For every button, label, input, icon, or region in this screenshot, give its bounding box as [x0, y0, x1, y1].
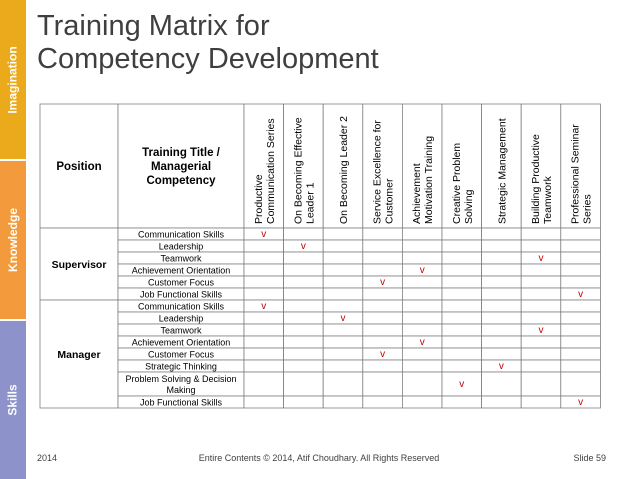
- column-header-label: Strategic Management: [496, 118, 509, 224]
- header-training-title-line: Managerial: [150, 161, 212, 173]
- competency-label: Strategic Thinking: [145, 361, 217, 372]
- check-mark: v: [538, 325, 544, 336]
- check-mark: v: [261, 301, 267, 312]
- matrix-cell: [323, 288, 363, 300]
- competency-label: Customer Focus: [147, 349, 215, 360]
- check-mark: v: [498, 361, 504, 372]
- matrix-cell: [442, 228, 482, 240]
- matrix-cell: [561, 348, 601, 360]
- matrix-cell: [363, 252, 403, 264]
- column-header-label: Building Productive: [530, 134, 542, 224]
- matrix-cell: [363, 264, 403, 276]
- competency-label: Job Functional Skills: [139, 289, 223, 300]
- matrix-cell: [244, 276, 284, 288]
- column-header-label: On Becoming Leader 2: [338, 116, 350, 224]
- position-label: Supervisor: [51, 259, 107, 271]
- matrix-cell: [402, 240, 442, 252]
- matrix-cell: [284, 396, 324, 408]
- matrix-cell: [521, 228, 561, 240]
- matrix-cell: [521, 288, 561, 300]
- check-mark: v: [380, 349, 386, 360]
- competency-label: Making: [166, 385, 196, 395]
- matrix-cell: [363, 324, 403, 336]
- matrix-cell: [402, 324, 442, 336]
- matrix-cell: [521, 240, 561, 252]
- footer-year: 2014: [37, 453, 58, 463]
- competency-label: Achievement Orientation: [131, 337, 231, 348]
- matrix-cell: [482, 300, 522, 312]
- matrix-cell: [561, 300, 601, 312]
- matrix-cell: [363, 396, 403, 408]
- column-header-label: On Becoming Effective: [292, 117, 305, 224]
- matrix-cell: [402, 300, 442, 312]
- matrix-cell: [482, 348, 522, 360]
- matrix-cell: [482, 228, 522, 240]
- matrix-cell: [323, 240, 363, 252]
- matrix-cell: [442, 396, 482, 408]
- competency-label: Job Functional Skills: [139, 397, 223, 408]
- matrix-cell: [244, 324, 284, 336]
- matrix-cell: [244, 240, 284, 252]
- matrix-cell: [442, 324, 482, 336]
- matrix-cell: [561, 336, 601, 348]
- matrix-cell: [284, 264, 324, 276]
- matrix-cell: [402, 312, 442, 324]
- matrix-cell: [402, 396, 442, 408]
- check-mark: v: [538, 253, 544, 264]
- matrix-cell: [284, 276, 324, 288]
- column-header-label: Teamwork: [542, 176, 554, 224]
- slide-title-line-1: Training Matrix for: [37, 10, 270, 42]
- matrix-cell: [482, 336, 522, 348]
- matrix-cell: [521, 348, 561, 360]
- matrix-cell: [244, 336, 284, 348]
- matrix-cell: [244, 252, 284, 264]
- matrix-cell: [402, 228, 442, 240]
- matrix-cell: [442, 360, 482, 372]
- competency-label: Teamwork: [160, 253, 202, 264]
- matrix-cell: [402, 288, 442, 300]
- matrix-cell: [482, 324, 522, 336]
- matrix-cell: [482, 264, 522, 276]
- matrix-cell: [442, 240, 482, 252]
- matrix-cell: [284, 372, 324, 396]
- matrix-cell: [284, 348, 324, 360]
- header-position: Position: [56, 161, 102, 173]
- matrix-cell: [323, 252, 363, 264]
- sidebar-band-label: Imagination: [6, 46, 20, 114]
- competency-label: Leadership: [158, 241, 204, 252]
- column-header-label: Series: [581, 194, 594, 224]
- matrix-cell: [521, 372, 561, 396]
- check-mark: v: [578, 397, 584, 408]
- competency-label: Customer Focus: [147, 277, 215, 288]
- column-header-label: Motivation Training: [423, 135, 436, 224]
- matrix-cell: [363, 336, 403, 348]
- column-header-label: Leader 1: [304, 182, 317, 224]
- footer-slide-number: Slide 59: [573, 453, 606, 463]
- matrix-cell: [521, 336, 561, 348]
- column-header-label: Service Excellence for: [371, 120, 384, 224]
- matrix-cell: [323, 372, 363, 396]
- matrix-cell: [521, 360, 561, 372]
- matrix-cell: [244, 348, 284, 360]
- matrix-cell: [442, 348, 482, 360]
- matrix-cell: [363, 288, 403, 300]
- matrix-cell: [244, 372, 284, 396]
- competency-label: Leadership: [158, 313, 204, 324]
- matrix-cell: [284, 360, 324, 372]
- competency-label: Teamwork: [160, 325, 202, 336]
- header-training-title-line: Competency: [146, 175, 216, 187]
- competency-label: Achievement Orientation: [131, 265, 231, 276]
- position-label: Manager: [57, 349, 101, 361]
- check-mark: v: [300, 241, 306, 252]
- check-mark: v: [261, 229, 267, 240]
- matrix-cell: [323, 360, 363, 372]
- matrix-cell: [482, 252, 522, 264]
- competency-label: Communication Skills: [137, 301, 225, 312]
- matrix-cell: [363, 228, 403, 240]
- matrix-cell: [482, 312, 522, 324]
- matrix-cell: [482, 276, 522, 288]
- column-header-label: Solving: [462, 189, 475, 224]
- matrix-cell: [284, 228, 324, 240]
- matrix-cell: [521, 276, 561, 288]
- matrix-cell: [561, 372, 601, 396]
- matrix-cell: [284, 312, 324, 324]
- matrix-cell: [442, 300, 482, 312]
- matrix-cell: [561, 252, 601, 264]
- matrix-cell: [323, 396, 363, 408]
- slide-title-line-2: Competency Development: [37, 43, 379, 75]
- matrix-cell: [323, 324, 363, 336]
- matrix-cell: [402, 360, 442, 372]
- matrix-cell: [323, 300, 363, 312]
- sidebar-band-label: Skills: [6, 383, 21, 416]
- matrix-cell: [482, 396, 522, 408]
- matrix-cell: [284, 336, 324, 348]
- check-mark: v: [459, 379, 465, 390]
- matrix-cell: [442, 252, 482, 264]
- matrix-cell: [442, 288, 482, 300]
- footer-copyright: Entire Contents © 2014, Atif Choudhary. All Rights Reserved: [198, 453, 440, 463]
- matrix-cell: [402, 372, 442, 396]
- matrix-cell: [561, 360, 601, 372]
- column-header-label: Achievement: [411, 163, 424, 224]
- matrix-cell: [442, 264, 482, 276]
- matrix-cell: [561, 324, 601, 336]
- matrix-cell: [363, 240, 403, 252]
- matrix-cell: [244, 396, 284, 408]
- sidebar-band-label: Knowledge: [6, 207, 21, 273]
- matrix-cell: [402, 252, 442, 264]
- matrix-cell: [363, 372, 403, 396]
- matrix-cell: [442, 312, 482, 324]
- matrix-cell: [363, 312, 403, 324]
- matrix-cell: [244, 360, 284, 372]
- matrix-cell: [284, 300, 324, 312]
- matrix-cell: [323, 264, 363, 276]
- check-mark: v: [380, 277, 386, 288]
- competency-label: Problem Solving & Decision: [125, 374, 237, 384]
- matrix-cell: [323, 348, 363, 360]
- matrix-cell: [284, 252, 324, 264]
- check-mark: v: [419, 265, 425, 276]
- matrix-cell: [521, 396, 561, 408]
- matrix-cell: [561, 276, 601, 288]
- check-mark: v: [578, 289, 584, 300]
- column-header-label: Creative Problem: [450, 142, 463, 224]
- competency-label: Communication Skills: [137, 229, 225, 240]
- matrix-cell: [402, 348, 442, 360]
- matrix-cell: [363, 300, 403, 312]
- matrix-cell: [561, 312, 601, 324]
- check-mark: v: [419, 337, 425, 348]
- matrix-cell: [244, 312, 284, 324]
- matrix-cell: [482, 372, 522, 396]
- matrix-cell: [482, 240, 522, 252]
- header-training-title-line: Training Title /: [142, 147, 220, 159]
- matrix-cell: [323, 228, 363, 240]
- matrix-cell: [323, 336, 363, 348]
- matrix-cell: [244, 288, 284, 300]
- matrix-cell: [244, 264, 284, 276]
- column-header-label: Communication Series: [264, 118, 277, 224]
- matrix-cell: [323, 276, 363, 288]
- matrix-cell: [402, 276, 442, 288]
- matrix-cell: [561, 264, 601, 276]
- matrix-cell: [561, 240, 601, 252]
- column-header-label: Professional Seminar: [569, 124, 582, 224]
- column-header-label: Productive: [252, 174, 265, 224]
- matrix-cell: [442, 276, 482, 288]
- matrix-cell: [363, 360, 403, 372]
- check-mark: v: [340, 313, 346, 324]
- matrix-cell: [442, 336, 482, 348]
- matrix-cell: [482, 288, 522, 300]
- matrix-cell: [521, 264, 561, 276]
- matrix-cell: [521, 300, 561, 312]
- matrix-cell: [284, 288, 324, 300]
- column-header-label: Customer: [383, 178, 396, 224]
- matrix-cell: [561, 228, 601, 240]
- matrix-cell: [521, 312, 561, 324]
- matrix-cell: [284, 324, 324, 336]
